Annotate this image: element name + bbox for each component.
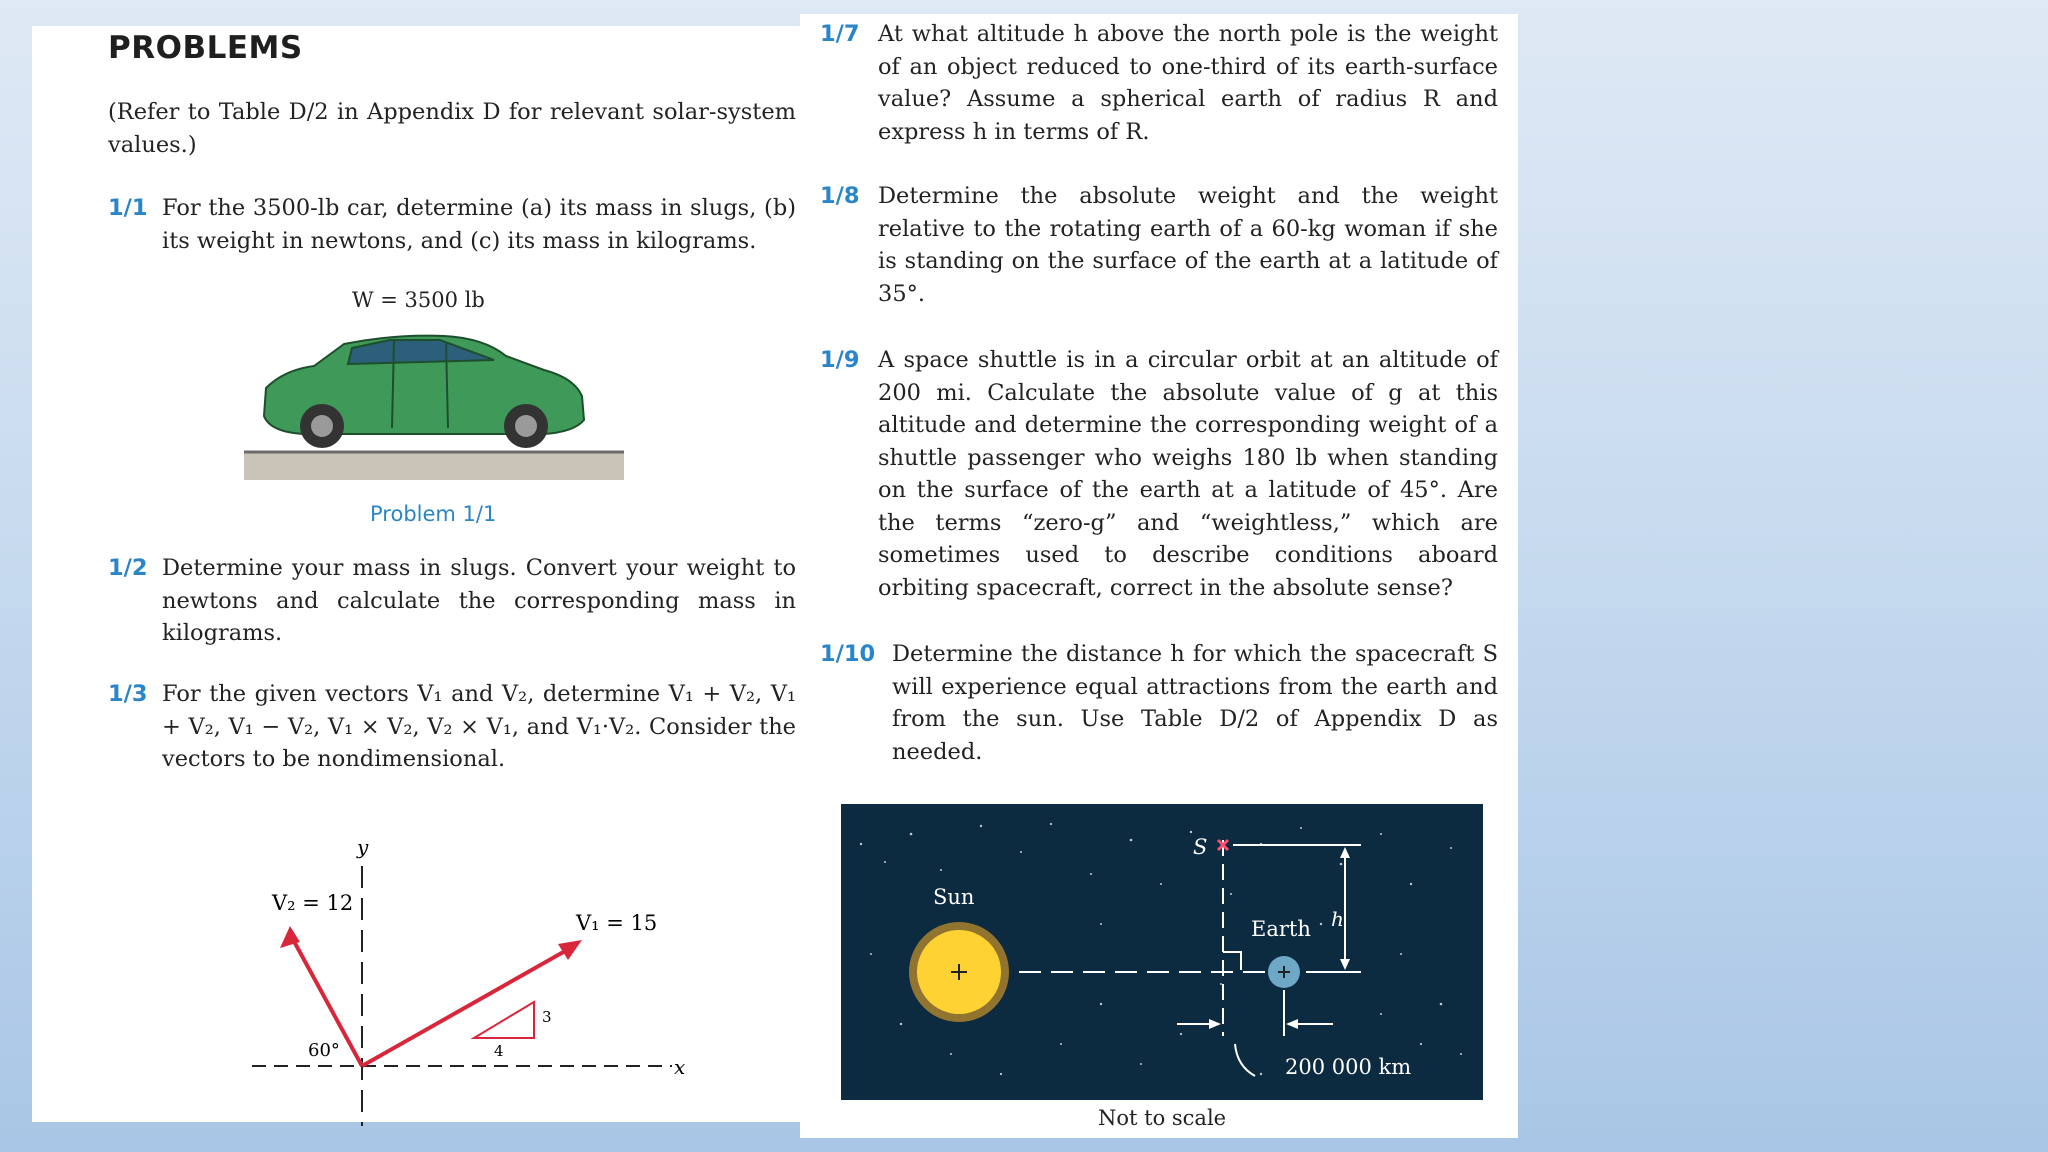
page-heading: PROBLEMS: [108, 30, 303, 66]
craft-label: S: [1193, 835, 1208, 859]
slope-run-label: 4: [494, 1042, 504, 1060]
ground-strip: [244, 452, 624, 480]
car-illustration: [244, 316, 634, 486]
car-figure-caption: Problem 1/1: [370, 502, 497, 526]
h-label: h: [1331, 907, 1344, 931]
distance-label: 200 000 km: [1285, 1055, 1412, 1079]
problem-number: 1/2: [108, 555, 148, 581]
problem-text: Determine the absolute weight and the weight relative to the rotating earth of a 60-kg woman if she is standing on the surface of the earth at a latitude of 35°.: [878, 183, 1498, 307]
space-diagram: [841, 804, 1483, 1100]
v2-label: V₂ = 12: [272, 891, 354, 915]
slope-rise-label: 3: [542, 1008, 552, 1026]
problem-number: 1/3: [108, 681, 148, 707]
problem-text: Determine the distance h for which the spacecraft S will experience equal attractions from the earth and from the sun. Use Table D/2 of Appendix D as needed.: [892, 641, 1498, 765]
v1-arrowhead: [558, 940, 582, 960]
problem-number: 1/8: [820, 183, 860, 209]
x-axis-label: x: [674, 1055, 686, 1079]
problem-number: 1/9: [820, 347, 860, 373]
right-page-panel: [800, 14, 1518, 1138]
vector-diagram: [202, 806, 722, 1126]
problem-number: 1/10: [820, 641, 876, 667]
sun-label: Sun: [933, 885, 975, 909]
slope-triangle: [474, 1002, 534, 1038]
problem-text: A space shuttle is in a circular orbit at an altitude of 200 mi. Calculate the absolute value of g at this altitude and determine the corresponding weight of a shuttle passenger who weighs 180 lb when standing on the surface of the earth at a latitude of 45°. Are the terms “zero-g” and “weightless,” which are sometimes used to describe conditions aboard orbiting spacecraft, correct in the absolute sense?: [878, 347, 1498, 601]
problem-text: Determine your mass in slugs. Convert your weight to newtons and calculate the corresponding mass in kilograms.: [162, 555, 796, 646]
problem-number: 1/1: [108, 195, 148, 221]
problem-text: For the given vectors V₁ and V₂, determine V₁ + V₂, V₁ + V₂, V₁ − V₂, V₁ × V₂, V₂ × V₁, and V₁·V₂. Consider the vectors to be nondimensional.: [162, 681, 796, 772]
vector-v1: [362, 946, 574, 1066]
not-to-scale-note: Not to scale: [1098, 1106, 1227, 1130]
v1-label: V₁ = 15: [576, 911, 658, 935]
problem-text: For the 3500-lb car, determine (a) its mass in slugs, (b) its weight in newtons, and (c) its mass in kilograms.: [162, 195, 796, 254]
earth-label: Earth: [1251, 917, 1311, 941]
car-weight-label: W = 3500 lb: [352, 288, 485, 312]
intro-text: (Refer to Table D/2 in Appendix D for relevant solar-system values.): [108, 99, 796, 158]
problem-text: At what altitude h above the north pole is the weight of an object reduced to one-third of its earth-surface value? Assume a spherical earth of radius R and express h in terms of R.: [878, 21, 1498, 145]
left-page-panel: [32, 26, 800, 1122]
angle-label: 60°: [308, 1040, 340, 1061]
y-axis-label: y: [357, 835, 369, 859]
problem-number: 1/7: [820, 21, 860, 47]
